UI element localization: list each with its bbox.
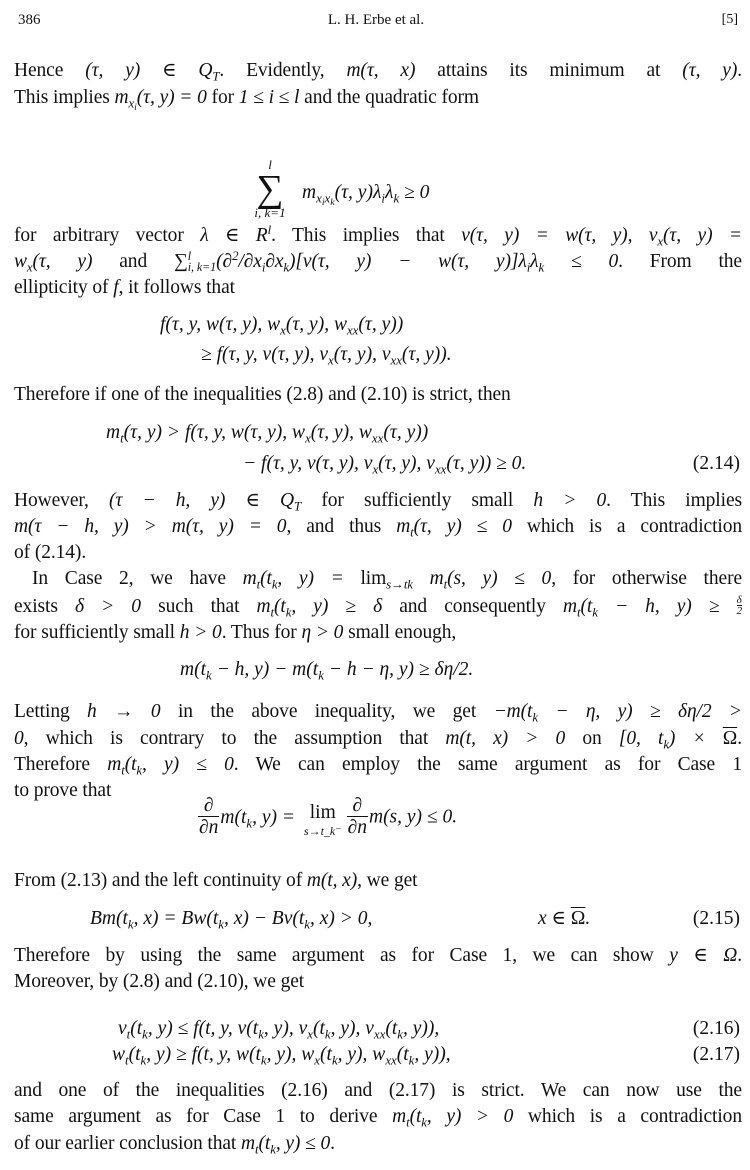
text-line: exists δ > 0 such that $m_t(t_k$, y) ≥ δ and consequently $m_t(t_k - h$, y) ≥ $\frac{\delta}{2}$	[14, 594, 742, 620]
text-line: ellipticity of f, it follows that	[14, 277, 235, 298]
quadratic-form-equation: $m_{xixk}(\tau$, $y)\lambda_i\lambda_k \ge 0$	[302, 182, 430, 208]
equation-2-17: $w_t(t_k$, y) ≥ f(t, y, $w(t_k$, y), $w_x(t_k$, y), $w_{xx}(t_k$, y)),	[112, 1044, 451, 1068]
equation-2-16: $v_t(t_k$, y) ≤ f(t, y, $v(t_k$, y), $v_x(t_k$, y), $v_{xx}(t_k$, y)),	[118, 1018, 440, 1042]
equation-2-15-domain: x ∈ $\overline{\Omega}$.	[538, 908, 591, 929]
equation-number-2-15: (2.15)	[692, 908, 740, 929]
text-line: Therefore by using the same argument as for Case 1, we can show y ∈ Ω.	[14, 945, 742, 966]
text-line: m(τ − h, y) > m(τ, y) = 0, and thus $m_t(\tau$, y) ≤ 0 which is a contradiction	[14, 516, 743, 540]
page-number: 386	[18, 12, 41, 28]
partial-fraction: $\frac{\partial}{\partial n}$	[347, 795, 367, 838]
sum-lower-limit: i, k=1	[254, 205, 286, 220]
normal-derivative-lhs: $m(t_k$, y) =	[220, 806, 296, 830]
text-line: $w_x(\tau$, y) and ∑ l i, k=1 $(\partial^2/\partial x_i\partial x_k)[v(\tau$, y) − w(τ, $y)]\lambda_i\lambda_k \le 0$. From the	[14, 248, 742, 275]
equation-2-14-line-2: − f(τ, y, v(τ, y), $v_x(\tau$, y), $v_{xx}(\tau$, y)) ≥ 0.	[243, 453, 527, 477]
text-line: Therefore $m_t(t_k$, y) ≤ 0. We can employ the same argument as for Case 1	[14, 754, 742, 778]
equation-number-2-17: (2.17)	[692, 1044, 740, 1065]
equation-number-2-16: (2.16)	[692, 1018, 740, 1039]
running-head-authors: L. H. Erbe et al.	[327, 12, 425, 28]
text-line: This implies $m_{xi}(\tau$, y) = 0 for 1 ≤ i ≤ l and the quadratic form	[14, 87, 480, 113]
equation-number-2-14: (2.14)	[692, 453, 740, 474]
normal-derivative-rhs: m(s, y) ≤ 0.	[368, 806, 458, 828]
text-line: to prove that	[14, 780, 112, 801]
text-line: for arbitrary vector λ ∈ $R^l$. This implies that v(τ, y) = w(τ, y), $v_x(\tau$, y) =	[14, 222, 742, 249]
text-line: of our earlier conclusion that $m_t(t_k$, y) ≤ 0.	[14, 1133, 335, 1157]
text-line: From (2.13) and the left continuity of m(t, x), we get	[14, 870, 418, 891]
partial-fraction: $\frac{\partial}{\partial n}$	[199, 795, 219, 838]
text-line: Letting h → 0 in the above inequality, we get $-m(t_k - \eta$, y) ≥ δη/2 >	[14, 701, 742, 725]
ellipticity-equation-line-2: ≥ f(τ, y, v(τ, y), $v_x(\tau$, y), $v_{xx}(\tau$, y)).	[201, 344, 452, 368]
ellipticity-equation-line-1: f(τ, y, w(τ, y), $w_x(\tau$, y), $w_{xx}(\tau$, y))	[160, 314, 404, 338]
section-marker: [5]	[721, 12, 738, 27]
text-line: In Case 2, we have $m_t(t_k$, $y) = \lim_{s\to tk} m_t(s$, y) ≤ 0, for otherwise there	[32, 568, 743, 592]
text-line: of (2.14).	[14, 542, 87, 563]
text-line: same argument as for Case 1 to derive $m_t(t_k$, y) > 0 which is a contradiction	[14, 1106, 742, 1130]
text-line: However, (τ − h, y) ∈ $Q_T$ for sufficiently small h > 0. This implies	[14, 490, 742, 514]
text-line: 0, which is contrary to the assumption that m(t, x) > 0 on [0, $t_k) \times \overline{\Omega}$.	[14, 728, 742, 752]
text-line: and one of the inequalities (2.16) and (2.17) is strict. We can now use the	[14, 1080, 742, 1101]
equation-2-14-line-1: $m_t(\tau$, y) > f(τ, y, w(τ, y), $w_x(\tau$, y), $w_{xx}(\tau$, y))	[106, 422, 429, 446]
text-line: Moreover, by (2.8) and (2.10), we get	[14, 971, 305, 992]
sigma-glyph: ∑	[256, 168, 284, 210]
equation-2-15: $Bm(t_k$, $x) = Bw(t_k$, $x) - Bv(t_k$, x) > 0,	[90, 908, 373, 932]
running-head	[14, 8, 738, 32]
text-line: Hence (τ, y) ∈ $Q_T$. Evidently, m(τ, x) attains its minimum at (τ, y).	[14, 60, 742, 84]
summation-symbol	[240, 158, 300, 220]
eta-inequality: $m(t_k - h$, $y) - m(t_k - h - \eta$, y) ≥ δη/2.	[180, 659, 474, 683]
text-line: for sufficiently small h > 0. Thus for η > 0 small enough,	[14, 622, 457, 643]
sum-upper-limit: l	[268, 157, 272, 172]
limit-operator: lim s→t_k⁻	[303, 801, 342, 838]
text-line: Therefore if one of the inequalities (2.8) and (2.10) is strict, then	[14, 384, 511, 405]
normal-derivative-equation	[197, 796, 457, 839]
